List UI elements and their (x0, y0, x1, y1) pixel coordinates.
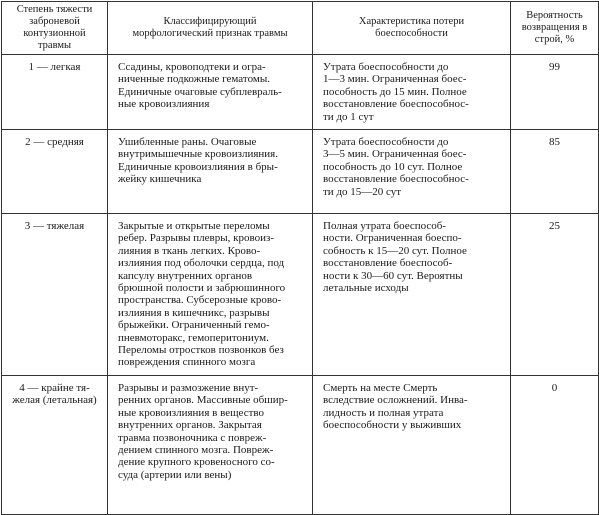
table-header (2, 2, 599, 55)
morphology-text: Разрывы и размозжение внут- ренних органов. Массивные обшир- ные кровоизлияния в вещество внутренних органов. Закрытая травма позвоночника с повреж- дением спинного мозга. Повреж- дение крупного кровеносного со- суда (артерии или вены) (118, 382, 288, 481)
incapacity-cell (313, 130, 511, 214)
probability-cell (511, 214, 599, 376)
incapacity-cell (313, 214, 511, 376)
morphology-text: Ушибленные раны. Очаговые внутримышечные кровоизлияния. Единичные кровоизлияния в бры- жейку кишечника (118, 136, 278, 186)
header-severity (2, 2, 108, 55)
severity-cell (2, 130, 108, 214)
header-incapacity-text: Характеристика потери боеспособности (358, 16, 465, 39)
injury-severity-table (1, 1, 599, 515)
incapacity-cell (313, 376, 511, 515)
morphology-cell (108, 130, 313, 214)
morphology-cell (108, 214, 313, 376)
severity-text: 1 — легкая (28, 61, 81, 73)
morphology-text: Ссадины, кровоподтеки и огра- ниченные подкожные гематомы. Единичные очаговые субплевраль- ные кровоизлияния (118, 61, 282, 111)
table-row (2, 376, 599, 515)
severity-cell (2, 376, 108, 515)
severity-cell (2, 55, 108, 130)
morphology-text: Закрытые и открытые переломы ребер. Разрывы плевры, кровоиз- лияния в ткань легких. Крово- излияния под оболочки сердца, под капсулу внутренних органов брюшной полости и забрюшинного пространства. Субсерозные крово- излияния в кишечникс, разрывы брыжейки. Ограниченный гемо- пневмоторакс, гемоперитониум. Переломы отростков позвонков без повреждения спинного мозга (118, 220, 286, 369)
probability-text: 85 (549, 136, 560, 148)
incapacity-text: Смерть на месте Смерть вследствие осложнений. Инва- лидность и полная утрата боеспособности у выживших (323, 382, 468, 432)
header-severity-text: Степень тяжести заброневой контузионной травмы (16, 4, 93, 51)
morphology-cell (108, 55, 313, 130)
incapacity-text: Полная утрата боеспособ- ности. Ограниченная боеспо- собность к 15—20 сут. Полное восстановление боеспособ- ности к 30—60 сут. Вероятны летальные исходы (323, 220, 467, 295)
probability-cell (511, 55, 599, 130)
header-return-probability-text: Вероятность возвращения в строй, % (521, 10, 588, 45)
table-row (2, 214, 599, 376)
table-body (2, 55, 599, 515)
probability-text: 99 (549, 61, 560, 73)
header-morphology-text: Классифицирующий морфологический признак травмы (132, 16, 288, 39)
severity-text: 4 — крайне тя- желая (летальная) (12, 382, 97, 407)
incapacity-text: Утрата боеспособности до 3—5 мин. Ограниченная боес- пособность до 10 сут. Полное восстановление боеспособнос- ти до 15—20 сут (323, 136, 469, 198)
header-row (2, 2, 599, 55)
incapacity-text: Утрата боеспособности до 1—3 мин. Ограниченная боес- пособность до 15 мин. Полное восстановление боеспособнос- ти до 1 сут (323, 61, 469, 123)
severity-text: 2 — средняя (25, 136, 84, 148)
incapacity-cell (313, 55, 511, 130)
morphology-cell (108, 376, 313, 515)
probability-cell (511, 130, 599, 214)
table-row (2, 130, 599, 214)
probability-cell (511, 376, 599, 515)
header-morphology (108, 2, 313, 55)
severity-cell (2, 214, 108, 376)
table-row (2, 55, 599, 130)
probability-text: 0 (551, 382, 558, 394)
header-incapacity (313, 2, 511, 55)
header-return-probability (511, 2, 599, 55)
probability-text: 25 (549, 220, 560, 232)
severity-text: 3 — тяжелая (24, 220, 85, 232)
